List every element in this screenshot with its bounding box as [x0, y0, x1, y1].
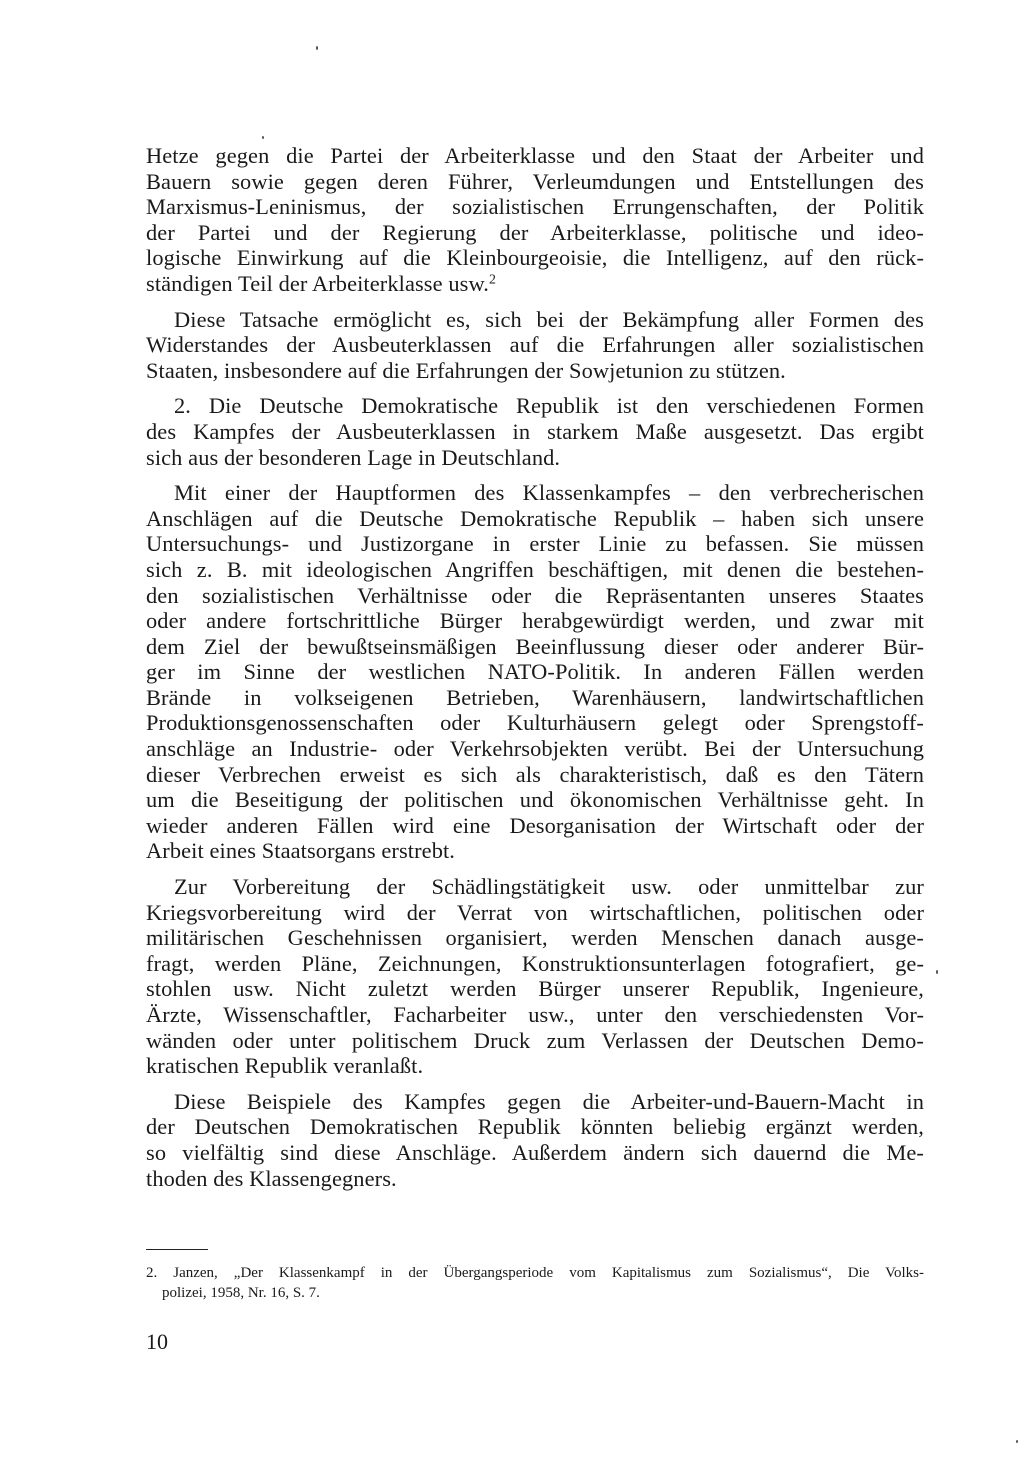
text-line: oder andere fortschrittliche Bürger herabgewürdigt werden, und zwar mit: [146, 608, 924, 634]
text-line: dieser Verbrechen erweist es sich als charakteristisch, daß es den Tätern: [146, 761, 924, 787]
paragraph-4: [146, 480, 924, 864]
scan-speck: [262, 136, 264, 139]
text-line: wieder anderen Fällen wird eine Desorganisation der Wirtschaft oder der: [146, 812, 924, 838]
footnote-line: 2. Janzen, „Der Klassenkampf in der Übergangsperiode vom Kapitalismus zum Sozialismus“, Die Volks-: [146, 1265, 924, 1281]
text-line: um die Beseitigung der politischen und ökonomischen Verhältnisse geht. In: [146, 787, 924, 813]
footnote-line: polizei, 1958, Nr. 16, S. 7.: [162, 1285, 320, 1301]
text-line: dem Ziel der bewußtseinsmäßigen Beeinflussung dieser oder anderer Bür-: [146, 633, 924, 659]
text-line: Staaten, insbesondere auf die Erfahrungen der Sowjetunion zu stützen.: [146, 357, 786, 383]
scan-speck: [936, 970, 938, 974]
text-line: der Partei und der Regierung der Arbeiterklasse, politische und ideo-: [146, 219, 924, 245]
text-line: Diese Beispiele des Kampfes gegen die Arbeiter-und-Bauern-Macht in: [174, 1088, 924, 1114]
text-line: Kriegsvorbereitung wird der Verrat von wirtschaftlichen, politischen oder: [146, 899, 924, 925]
text-line: Mit einer der Hauptformen des Klassenkampfes – den verbrecherischen: [174, 480, 924, 506]
text-line-content: ständigen Teil der Arbeiterklasse usw.: [146, 270, 489, 296]
text-line: 2. Die Deutsche Demokratische Republik ist den verschiedenen Formen: [174, 393, 924, 419]
footnote: [146, 1263, 924, 1303]
text-line: fragt, werden Pläne, Zeichnungen, Konstruktionsunterlagen fotografiert, ge-: [146, 950, 924, 976]
text-line: Marxismus-Leninismus, der sozialistischen Errungenschaften, der Politik: [146, 194, 924, 220]
text-line: Zur Vorbereitung der Schädlingstätigkeit usw. oder unmittelbar zur: [174, 874, 924, 900]
text-line: ger im Sinne der westlichen NATO-Politik. In anderen Fällen werden: [146, 659, 924, 685]
page-number: 10: [146, 1329, 168, 1354]
text-line: Widerstandes der Ausbeuterklassen auf die Erfahrungen aller sozialistischen: [146, 332, 924, 358]
text-line: [146, 271, 924, 297]
text-line: sich z. B. mit ideologischen Angriffen beschäftigen, mit denen die bestehen-: [146, 556, 924, 582]
text-line: kratischen Republik veranlaßt.: [146, 1053, 424, 1079]
text-line: militärischen Geschehnissen organisiert, werden Menschen danach ausge-: [146, 925, 924, 951]
paragraph-6: [146, 1089, 924, 1191]
text-line: Arbeit eines Staatsorgans erstrebt.: [146, 838, 456, 864]
text-line: Diese Tatsache ermöglicht es, sich bei der Bekämpfung aller Formen des: [174, 306, 924, 332]
text-line: Produktionsgenossenschaften oder Kulturhäusern gelegt oder Sprengstoff-: [146, 710, 924, 736]
text-line: Bauern sowie gegen deren Führer, Verleumdungen und Entstellungen des: [146, 168, 924, 194]
text-line: sich aus der besonderen Lage in Deutschland.: [146, 444, 561, 470]
text-line: Hetze gegen die Partei der Arbeiterklasse und den Staat der Arbeiter und: [146, 143, 924, 168]
text-line: Ärzte, Wissenschaftler, Facharbeiter usw., unter den verschiedensten Vor-: [146, 1002, 924, 1027]
paragraph-2: [146, 307, 924, 384]
text-line: thoden des Klassengegners.: [146, 1165, 397, 1191]
text-line: Untersuchungs- und Justizorgane in erster Linie zu befassen. Sie müssen: [146, 531, 924, 557]
body-text: [146, 143, 924, 1191]
text-line: Anschlägen auf die Deutsche Demokratische Republik – haben sich unsere: [146, 505, 924, 531]
paragraph-5: [146, 874, 924, 1079]
text-line: des Kampfes der Ausbeuterklassen in starkem Maße ausgesetzt. Das ergibt: [146, 418, 924, 444]
footnote-reference: 2: [488, 272, 497, 288]
text-line: logische Einwirkung auf die Kleinbourgeoisie, die Intelligenz, auf den rück-: [146, 245, 924, 271]
text-line: stohlen usw. Nicht zuletzt werden Bürger unserer Republik, Ingenieure,: [146, 976, 924, 1002]
footnote-divider: [146, 1249, 208, 1250]
text-line: den sozialistischen Verhältnisse oder die Repräsentanten unseres Staates: [146, 582, 924, 608]
paragraph-3: [146, 393, 924, 470]
text-line: so vielfältig sind diese Anschläge. Außerdem ändern sich dauernd die Me-: [146, 1139, 924, 1165]
text-line: der Deutschen Demokratischen Republik könnten beliebig ergänzt werden,: [146, 1114, 924, 1140]
text-line: Brände in volkseigenen Betrieben, Warenhäusern, landwirtschaftlichen: [146, 684, 924, 710]
text-line: anschläge an Industrie- oder Verkehrsobjekten verübt. Bei der Untersuchung: [146, 736, 924, 762]
paragraph-1: [146, 143, 924, 297]
scan-speck: [1016, 1440, 1018, 1443]
text-line: wänden oder unter politischem Druck zum Verlassen der Deutschen Demo-: [146, 1027, 924, 1053]
scan-speck: [316, 46, 318, 50]
